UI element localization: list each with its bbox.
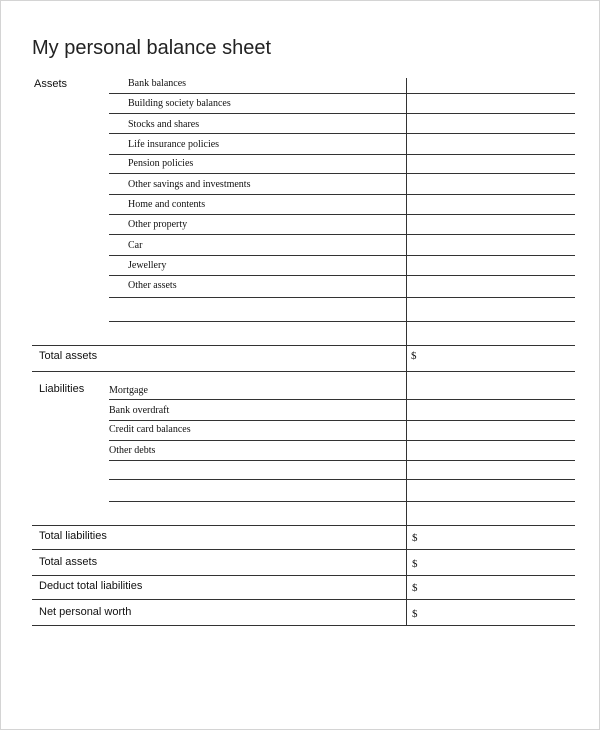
- asset-item: Pension policies: [128, 158, 194, 169]
- asset-item: Bank balances: [128, 78, 187, 89]
- section-rule: [32, 345, 575, 346]
- entry-line: [109, 173, 575, 174]
- section-rule: [32, 575, 575, 576]
- summary-total-liabilities-label: Total liabilities: [39, 530, 107, 542]
- entry-line: [109, 440, 575, 441]
- column-divider: [406, 78, 407, 626]
- page-title: My personal balance sheet: [32, 37, 272, 59]
- entry-line: [109, 194, 575, 195]
- entry-line: [109, 234, 575, 235]
- summary-total-liabilities-value: $: [412, 532, 418, 544]
- entry-line: [109, 255, 575, 256]
- entry-line: [109, 420, 575, 421]
- entry-line: [109, 399, 575, 400]
- section-rule: [32, 525, 575, 526]
- entry-line: [109, 154, 575, 155]
- liabilities-heading: Liabilities: [39, 383, 85, 395]
- total-assets-label: Total assets: [39, 350, 98, 362]
- entry-line: [109, 113, 575, 114]
- liability-item: Mortgage: [109, 385, 148, 396]
- asset-item: Stocks and shares: [128, 119, 200, 130]
- liability-item: Other debts: [109, 445, 156, 456]
- asset-item: Home and contents: [128, 199, 206, 210]
- section-rule: [32, 599, 575, 600]
- entry-line: [109, 501, 575, 502]
- total-assets-value: $: [411, 350, 417, 362]
- summary-total-assets-value: $: [412, 558, 418, 570]
- entry-line: [109, 93, 575, 94]
- entry-line: [109, 460, 575, 461]
- asset-item: Car: [128, 240, 143, 251]
- summary-deduct-liabilities-label: Deduct total liabilities: [39, 580, 143, 592]
- summary-net-worth-label: Net personal worth: [39, 606, 132, 618]
- summary-deduct-liabilities-value: $: [412, 582, 418, 594]
- liability-item: Credit card balances: [109, 424, 191, 435]
- asset-item: Other savings and investments: [128, 179, 251, 190]
- entry-line: [109, 321, 575, 322]
- entry-line: [109, 214, 575, 215]
- section-rule: [32, 549, 575, 550]
- entry-line: [109, 275, 575, 276]
- summary-net-worth-value: $: [412, 608, 418, 620]
- asset-item: Other assets: [128, 280, 177, 291]
- summary-total-assets-label: Total assets: [39, 556, 98, 568]
- liability-item: Bank overdraft: [109, 405, 170, 416]
- asset-item: Other property: [128, 219, 188, 230]
- entry-line: [109, 297, 575, 298]
- asset-item: Life insurance policies: [128, 139, 220, 150]
- assets-heading: Assets: [34, 78, 68, 90]
- entry-line: [109, 479, 575, 480]
- entry-line: [109, 133, 575, 134]
- section-rule: [32, 625, 575, 626]
- asset-item: Jewellery: [128, 260, 167, 271]
- asset-item: Building society balances: [128, 98, 231, 109]
- section-rule: [32, 371, 575, 372]
